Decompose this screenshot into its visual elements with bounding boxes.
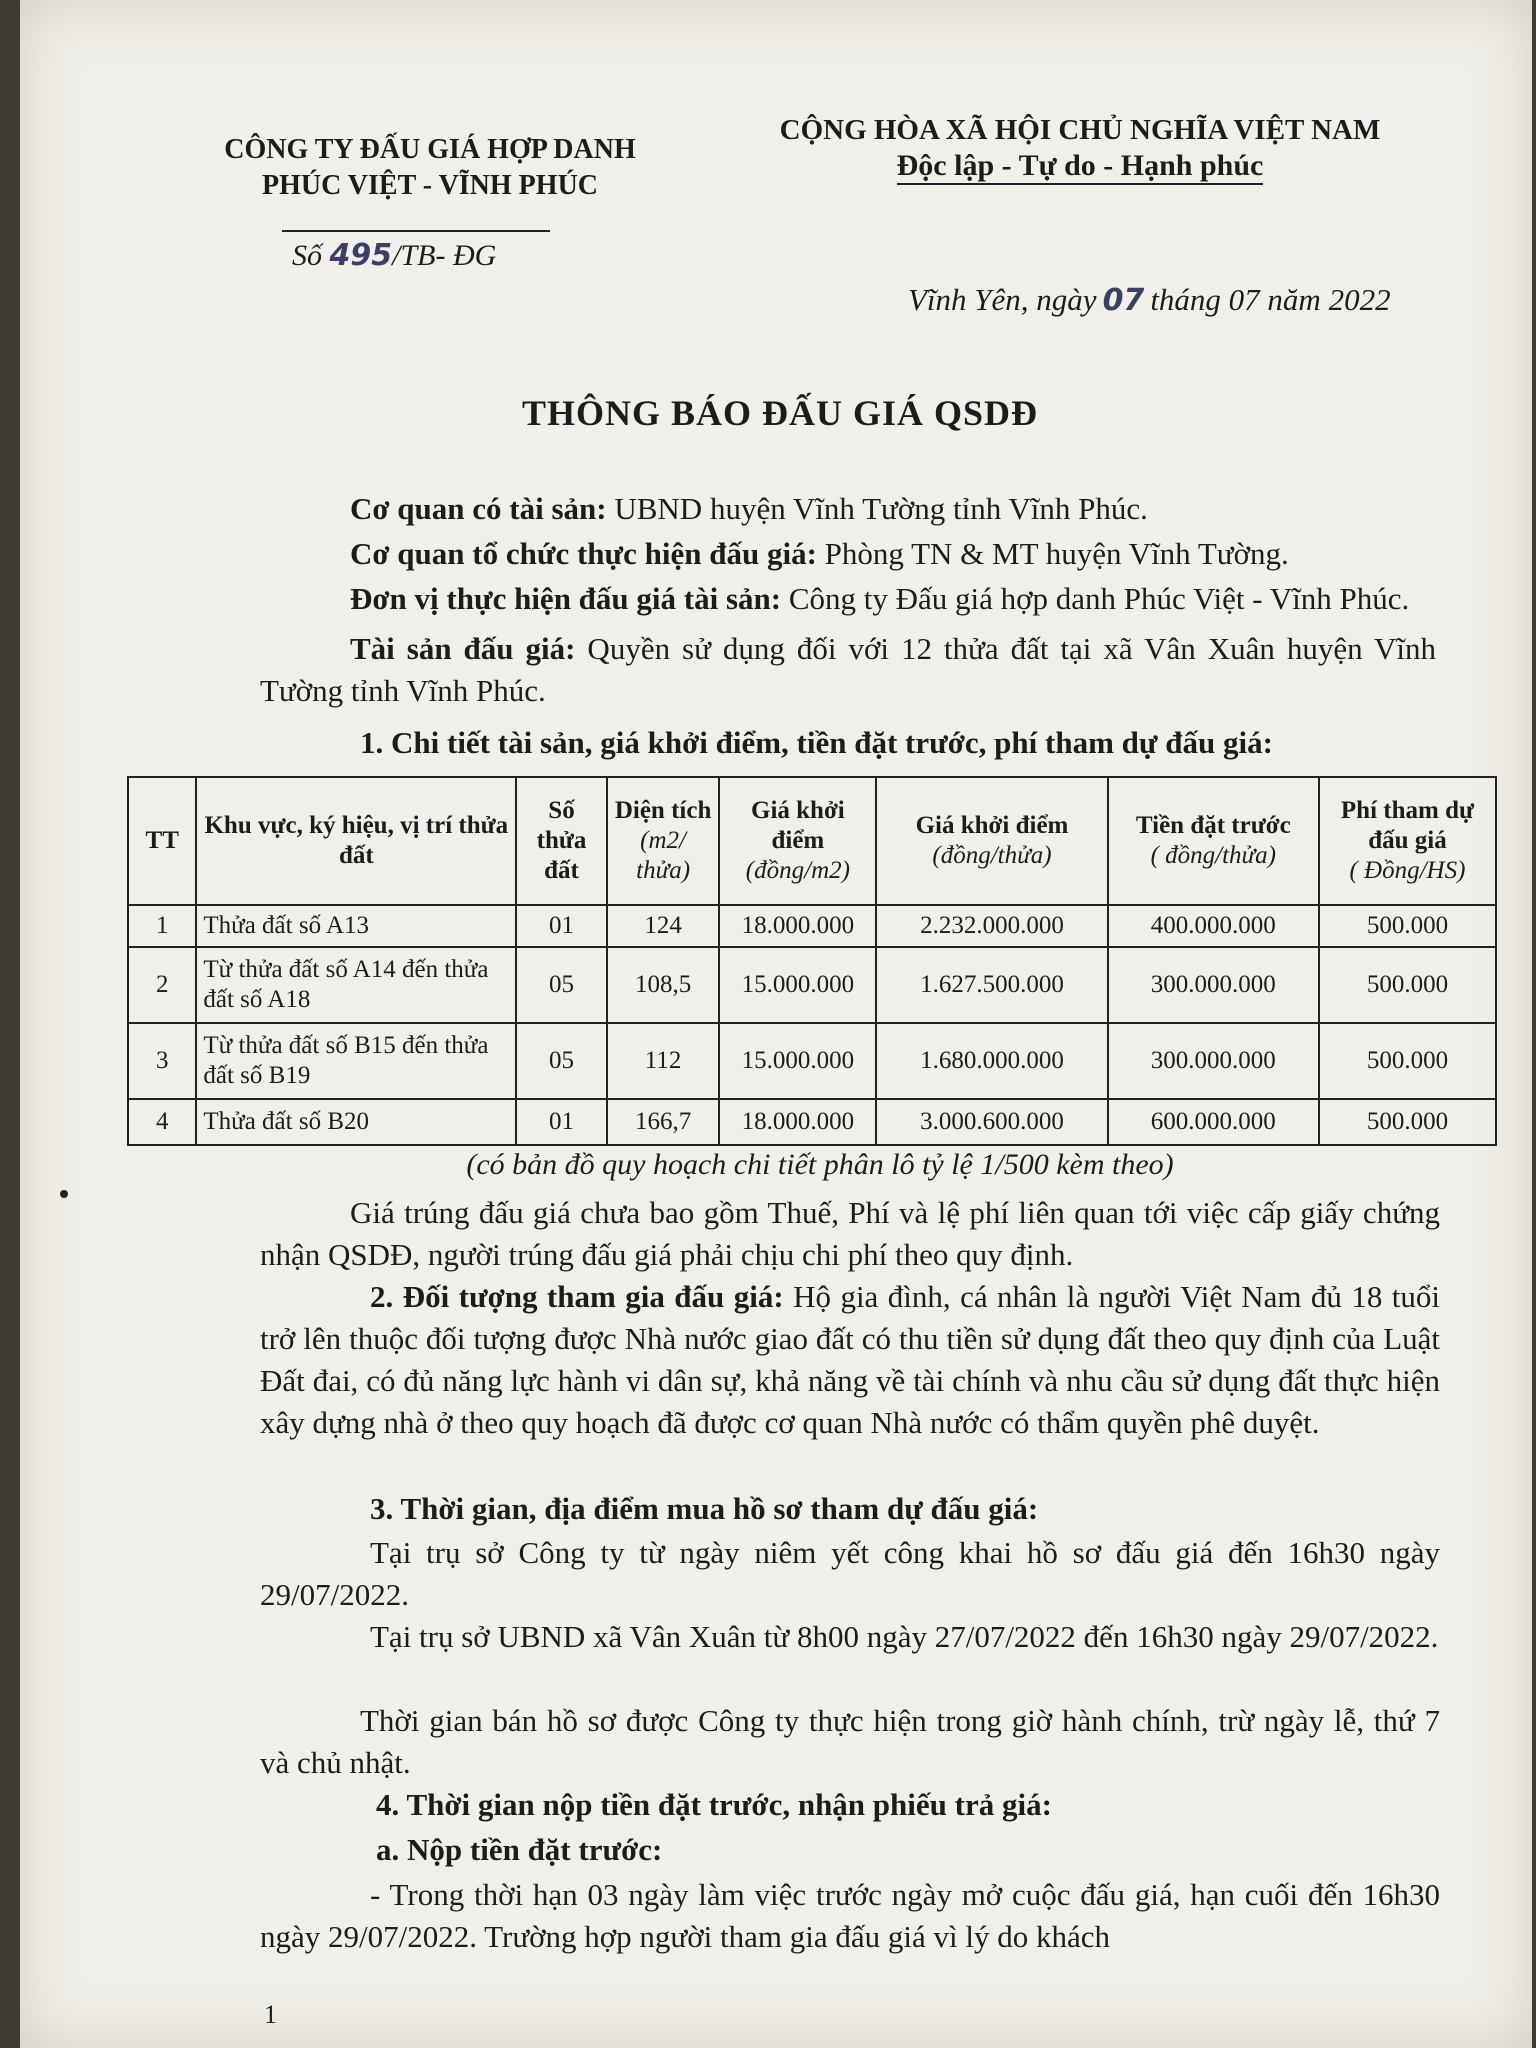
nation-header bbox=[735, 112, 1425, 184]
doc-number bbox=[292, 238, 496, 273]
section2-title: 2. Đối tượng tham gia đấu giá: bbox=[370, 1279, 784, 1314]
table-cell: 1.680.000.000 bbox=[876, 1023, 1107, 1099]
table-cell: 05 bbox=[516, 947, 607, 1023]
col-header-area: Diện tích (m2/ thửa) bbox=[607, 777, 720, 905]
nation-name: CỘNG HÒA XÃ HỘI CHỦ NGHĨA VIỆT NAM bbox=[779, 114, 1381, 146]
section4-title: 4. Thời gian nộp tiền đặt trước, nhận phiếu trả giá: bbox=[376, 1787, 1052, 1822]
table-cell: 18.000.000 bbox=[719, 1099, 876, 1145]
table-cell: Từ thửa đất số A14 đến thửa đất số A18 bbox=[196, 947, 516, 1023]
table-cell: 300.000.000 bbox=[1108, 947, 1319, 1023]
info-owner bbox=[350, 488, 1148, 530]
document-title: THÔNG BÁO ĐẤU GIÁ QSDĐ bbox=[521, 393, 1039, 433]
table-row bbox=[128, 1099, 1496, 1145]
doc-number-suffix: /TB- ĐG bbox=[392, 239, 497, 272]
date-prefix: Vĩnh Yên, ngày bbox=[908, 282, 1097, 317]
info-organizer-label: Cơ quan tổ chức thực hiện đấu giá: bbox=[350, 536, 817, 571]
info-organizer-value: Phòng TN & MT huyện Vĩnh Tường. bbox=[816, 536, 1289, 571]
table-cell: 18.000.000 bbox=[719, 905, 876, 947]
doc-number-handwritten: 495 bbox=[329, 238, 393, 273]
table-row bbox=[128, 1023, 1496, 1099]
info-asset-value: Quyền sử dụng đối với 12 thửa đất tại xã Vân Xuân huyện Vĩnh Tường tỉnh Vĩnh Phúc. bbox=[260, 631, 1436, 708]
table-cell: 2 bbox=[128, 947, 196, 1023]
document-page bbox=[20, 0, 1532, 2048]
table-cell: 112 bbox=[607, 1023, 720, 1099]
table-cell: 400.000.000 bbox=[1108, 905, 1319, 947]
info-auctioneer bbox=[350, 578, 1409, 620]
table-cell: 05 bbox=[516, 1023, 607, 1099]
section2-text: Hộ gia đình, cá nhân là người Việt Nam đủ 18 tuổi trở lên thuộc đối tượng được Nhà nước giao đất có thu tiền sử dụng đất theo quy định của Luật Đất đai, có đủ năng lực hành vi dân sự, khả năng về tài chính và nhu cầu sử dụng đất thực hiện xây dựng nhà ở theo quy hoạch đã được cơ quan Nhà nước có thẩm quyền phê duyệt. bbox=[260, 1279, 1441, 1440]
table-cell: 2.232.000.000 bbox=[876, 905, 1107, 947]
table-row bbox=[128, 947, 1496, 1023]
nation-motto bbox=[735, 148, 1425, 184]
doc-number-prefix: Số bbox=[292, 239, 322, 272]
table-cell: Từ thửa đất số B15 đến thửa đất số B19 bbox=[196, 1023, 516, 1099]
section3-title: 3. Thời gian, địa điểm mua hồ sơ tham dự đấu giá: bbox=[370, 1491, 1039, 1526]
table-cell: 3 bbox=[128, 1023, 196, 1099]
table-cell: 500.000 bbox=[1319, 947, 1496, 1023]
ink-dot bbox=[60, 1190, 68, 1198]
table-cell: 1 bbox=[128, 905, 196, 947]
assets-table bbox=[127, 776, 1497, 1146]
page-number: 1 bbox=[264, 2000, 277, 2029]
section3-p2: Tại trụ sở UBND xã Vân Xuân từ 8h00 ngày 27/07/2022 đến 16h30 ngày 29/07/2022. bbox=[370, 1619, 1439, 1654]
info-asset-label: Tài sản đấu giá: bbox=[350, 631, 576, 666]
section4-sub-a: a. Nộp tiền đặt trước: bbox=[376, 1832, 663, 1867]
col-header-deposit: Tiền đặt trước ( đồng/thửa) bbox=[1108, 777, 1319, 905]
table-note: (có bản đồ quy hoạch chi tiết phân lô tỷ lệ 1/500 kèm theo) bbox=[466, 1148, 1174, 1181]
table-cell: Thửa đất số B20 bbox=[196, 1099, 516, 1145]
col-header-fee: Phí tham dự đấu giá ( Đồng/HS) bbox=[1319, 777, 1496, 905]
org-name-line1: CÔNG TY ĐẤU GIÁ HỢP DANH bbox=[224, 134, 636, 165]
col-header-price-per-m2: Giá khởi điểm (đồng/m2) bbox=[719, 777, 876, 905]
col-header-plot-count: Số thửa đất bbox=[516, 777, 607, 905]
table-row bbox=[128, 905, 1496, 947]
table-cell: 01 bbox=[516, 1099, 607, 1145]
org-name-line2: PHÚC VIỆT - VĨNH PHÚC bbox=[261, 170, 599, 201]
table-cell: 108,5 bbox=[607, 947, 720, 1023]
info-owner-label: Cơ quan có tài sản: bbox=[350, 491, 607, 526]
info-auctioneer-value: Công ty Đấu giá hợp danh Phúc Việt - Vĩnh Phúc. bbox=[781, 581, 1410, 616]
table-cell: 600.000.000 bbox=[1108, 1099, 1319, 1145]
table-cell: 166,7 bbox=[607, 1099, 720, 1145]
table-cell: 500.000 bbox=[1319, 905, 1496, 947]
table-cell: 300.000.000 bbox=[1108, 1023, 1319, 1099]
col-header-tt: TT bbox=[128, 777, 196, 905]
section3-p1: Tại trụ sở Công ty từ ngày niêm yết công khai hồ sơ đấu giá đến 16h30 ngày 29/07/2022. bbox=[260, 1535, 1440, 1612]
section1-title: 1. Chi tiết tài sản, giá khởi điểm, tiền đặt trước, phí tham dự đấu giá: bbox=[360, 725, 1273, 760]
info-auctioneer-label: Đơn vị thực hiện đấu giá tài sản: bbox=[350, 581, 782, 616]
col-header-location: Khu vực, ký hiệu, vị trí thửa đất bbox=[196, 777, 516, 905]
org-header bbox=[170, 132, 690, 204]
org-underline bbox=[282, 230, 550, 232]
table-cell: 15.000.000 bbox=[719, 1023, 876, 1099]
table-cell: 15.000.000 bbox=[719, 947, 876, 1023]
table-cell: 01 bbox=[516, 905, 607, 947]
table-cell: 3.000.600.000 bbox=[876, 1099, 1107, 1145]
table-cell: 4 bbox=[128, 1099, 196, 1145]
section4-p1: - Trong thời hạn 03 ngày làm việc trước ngày mở cuộc đấu giá, hạn cuối đến 16h30 ngày 29/07/2022. Trường hợp người tham gia đấu giá vì lý do khách bbox=[260, 1877, 1440, 1954]
date-suffix: tháng 07 năm 2022 bbox=[1150, 282, 1391, 317]
date-day-handwritten: 07 bbox=[1102, 283, 1145, 318]
section3-p3: Thời gian bán hồ sơ được Công ty thực hiện trong giờ hành chính, trừ ngày lễ, thứ 7 và chủ nhật. bbox=[260, 1703, 1440, 1780]
table-cell: 500.000 bbox=[1319, 1023, 1496, 1099]
table-cell: 500.000 bbox=[1319, 1099, 1496, 1145]
table-cell: Thửa đất số A13 bbox=[196, 905, 516, 947]
price-note: Giá trúng đấu giá chưa bao gồm Thuế, Phí và lệ phí liên quan tới việc cấp giấy chứng nhận QSDĐ, người trúng đấu giá phải chịu chi phí theo quy định. bbox=[260, 1195, 1440, 1272]
motto-text: Độc lập - Tự do - Hạnh phúc bbox=[897, 149, 1264, 185]
section2 bbox=[260, 1276, 1440, 1444]
table-cell: 1.627.500.000 bbox=[876, 947, 1107, 1023]
info-owner-value: UBND huyện Vĩnh Tường tỉnh Vĩnh Phúc. bbox=[606, 491, 1148, 526]
table-cell: 124 bbox=[607, 905, 720, 947]
date-line bbox=[908, 282, 1391, 318]
info-asset bbox=[260, 628, 1436, 712]
info-organizer bbox=[350, 533, 1289, 575]
col-header-price-per-plot: Giá khởi điểm (đồng/thửa) bbox=[876, 777, 1107, 905]
table-header-row bbox=[128, 777, 1496, 905]
